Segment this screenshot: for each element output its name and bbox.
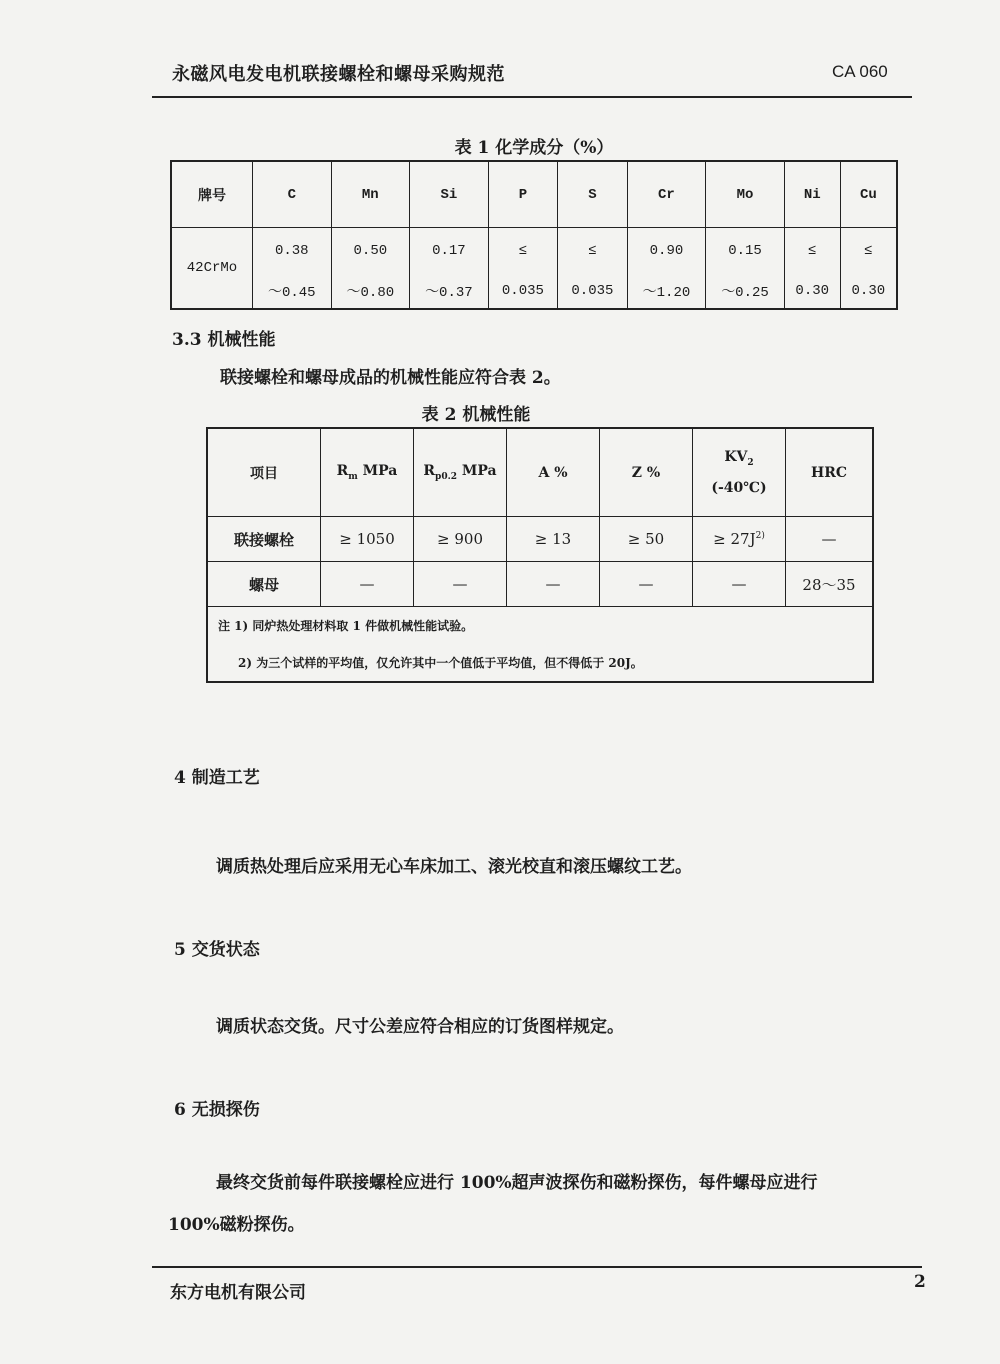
chemical-composition-table (170, 160, 898, 310)
document-code: CA 060 (832, 62, 888, 81)
table1-caption: 表 1 化学成分（%） (454, 138, 614, 158)
header-cell: C (253, 161, 332, 228)
kv-footnote-ref: 2) (755, 531, 765, 541)
value-cell: — (414, 562, 507, 607)
header-hrc: HRC (786, 428, 874, 517)
section-5-text: 调质状态交货。尺寸公差应符合相应的订货图样规定。 (216, 1017, 624, 1037)
value-cell-kv (693, 517, 786, 562)
value-cell: ≤ (784, 228, 840, 274)
table-row (171, 228, 897, 274)
header-cell: Si (410, 161, 489, 228)
header-item: 项目 (207, 428, 321, 517)
section-4-text: 调质热处理后应采用无心车床加工、滚光校直和滚压螺纹工艺。 (216, 857, 692, 877)
section-6-text-line1: 最终交货前每件联接螺栓应进行 100%超声波探伤和磁粉探伤，每件螺母应进行 (216, 1173, 818, 1193)
value-cell: — (507, 562, 600, 607)
value-cell: ～0.45 (253, 273, 332, 309)
note-row (207, 607, 873, 644)
header-cell: Ni (784, 161, 840, 228)
section-3-3-text: 联接螺栓和螺母成品的机械性能应符合表 2。 (220, 368, 561, 388)
value-cell: 0.38 (253, 228, 332, 274)
page-number: 2 (914, 1272, 926, 1292)
value-cell: 0.035 (488, 273, 558, 309)
section-3-3-heading: 3.3 机械性能 (172, 330, 276, 350)
rm-symbol: R (336, 463, 349, 480)
header-a: A % (507, 428, 600, 517)
value-cell: 0.30 (840, 273, 897, 309)
table-row (207, 517, 873, 562)
table-note-1: 注 1) 同炉热处理材料取 1 件做机械性能试验。 (207, 607, 873, 644)
value-cell: ≥ 13 (507, 517, 600, 562)
header-rule (152, 96, 912, 98)
value-cell: ～0.80 (331, 273, 410, 309)
value-cell: ≤ (488, 228, 558, 274)
kv-subscript: 2 (747, 457, 754, 468)
section-6-text-line2: 100%磁粉探伤。 (168, 1215, 305, 1235)
value-cell: ≥ 1050 (321, 517, 414, 562)
table-header-row (207, 428, 873, 517)
rp-unit: MPa (461, 463, 497, 480)
header-rm (321, 428, 414, 517)
value-cell: ～1.20 (627, 273, 706, 309)
value-cell: ≤ (558, 228, 628, 274)
value-cell: — (693, 562, 786, 607)
row-label-bolt: 联接螺栓 (207, 517, 321, 562)
table-header-row (171, 161, 897, 228)
rm-subscript: m (348, 471, 358, 482)
grade-cell: 42CrMo (171, 228, 253, 310)
kv-temperature: (-40℃) (711, 479, 767, 496)
section-5-heading: 5 交货状态 (174, 940, 260, 960)
value-cell: 0.30 (784, 273, 840, 309)
header-kv (693, 428, 786, 517)
value-cell: ≤ (840, 228, 897, 274)
section-6-heading: 6 无损探伤 (174, 1100, 260, 1120)
value-cell: — (321, 562, 414, 607)
company-name: 东方电机有限公司 (170, 1283, 306, 1303)
value-cell: 0.035 (558, 273, 628, 309)
header-z: Z % (600, 428, 693, 517)
header-cell: S (558, 161, 628, 228)
footer-rule (152, 1266, 922, 1268)
table-row (207, 562, 873, 607)
table-note-2: 2) 为三个试样的平均值，仅允许其中一个值低于平均值，但不得低于 20J。 (207, 643, 873, 682)
table-row (171, 273, 897, 309)
value-cell: — (600, 562, 693, 607)
value-cell: 0.90 (627, 228, 706, 274)
table2-caption: 表 2 机械性能 (421, 405, 531, 425)
header-cell: P (488, 161, 558, 228)
header-cell: Cr (627, 161, 706, 228)
rp-symbol: R (423, 463, 436, 480)
value-cell: 0.17 (410, 228, 489, 274)
value-cell: 0.15 (706, 228, 785, 274)
value-cell: 28～35 (786, 562, 874, 607)
section-4-heading: 4 制造工艺 (174, 768, 260, 788)
header-cell: Mo (706, 161, 785, 228)
mechanical-properties-table (206, 427, 874, 683)
rp-subscript: p0.2 (435, 471, 457, 482)
header-cell: Mn (331, 161, 410, 228)
value-cell: ≥ 50 (600, 517, 693, 562)
note-row (207, 643, 873, 682)
value-cell: ≥ 900 (414, 517, 507, 562)
row-label-nut: 螺母 (207, 562, 321, 607)
header-rp (414, 428, 507, 517)
value-cell: ～0.37 (410, 273, 489, 309)
rm-unit: MPa (362, 463, 398, 480)
kv-symbol: KV (724, 449, 748, 466)
header-cell: Cu (840, 161, 897, 228)
value-cell: ～0.25 (706, 273, 785, 309)
value-cell: — (786, 517, 874, 562)
value-cell: 0.50 (331, 228, 410, 274)
header-cell: 牌号 (171, 161, 253, 228)
document-title: 永磁风电发电机联接螺栓和螺母采购规范 (172, 64, 505, 85)
kv-value: ≥ 27J (713, 530, 756, 548)
